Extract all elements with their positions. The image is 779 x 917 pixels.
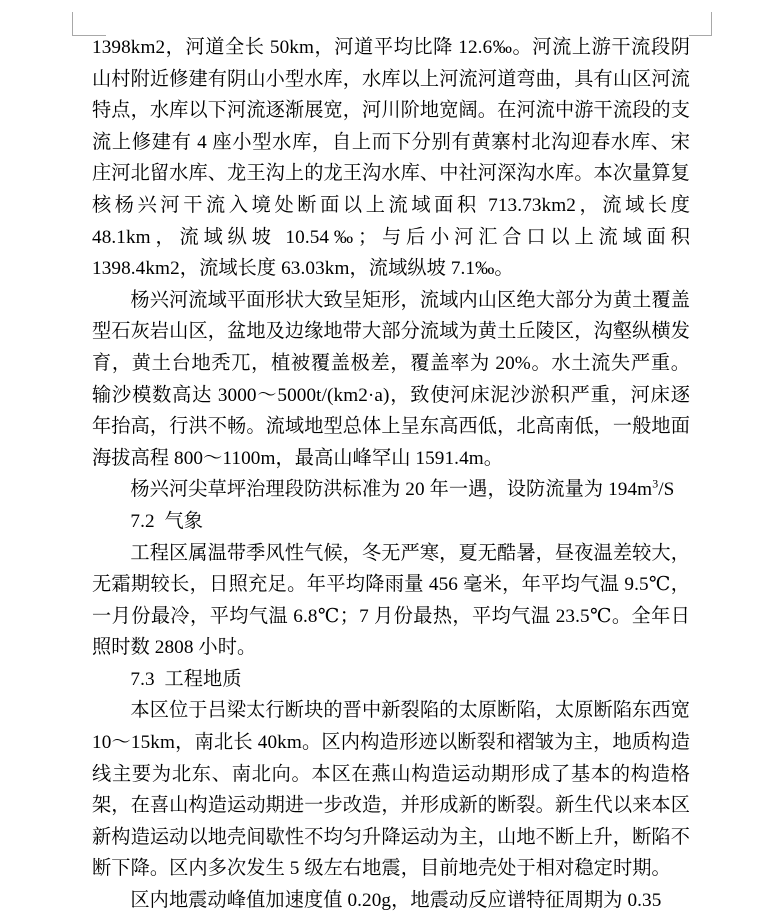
paragraph-climate: 工程区属温带季风性气候，冬无严寒，夏无酷暑，昼夜温差较大，无霜期较长，日照充足。年平均降雨量 456 毫米，年平均气温 9.5℃，一月份最冷，平均气温 6.8℃；7 月份最热，平均气温 23.5℃。全年日照时数 2808 小时。 xyxy=(92,542,690,659)
paragraph-seismic-cutoff: 区内地震动峰值加速度值 0.20g，地震动反应谱特征周期为 0.35 xyxy=(130,890,662,912)
paragraph-geology: 本区位于吕梁太行断块的晋中新裂陷的太原断陷，太原断陷东西宽 10～15km，南北长 40km。区内构造形迹以断裂和褶皱为主，地质构造线主要为北东、南北向。本区在燕山构造运动期形成了基本的构造格架，在喜山构造运动期进一步改造，并形成新的断裂。新生代以来本区新构造运动以地壳间歇性不均匀升降运动为主，山地不断上升，断陷不断下降。区内多次发生 5 级左右地震，目前地壳处于相对稳定时期。 xyxy=(92,700,695,880)
paragraph-flood-standard xyxy=(92,474,690,506)
heading-7-2-meteorology: 7.2 气象 xyxy=(130,510,204,532)
flood-standard-unit-suffix: /S xyxy=(658,479,675,501)
paragraph-basin-landform: 杨兴河流域平面形状大致呈矩形，流域内山区绝大部分为黄土覆盖型石灰岩山区，盆地及边缘地带大部分流域为黄土丘陵区，沟壑纵横发育，黄土台地秃兀，植被覆盖极差，覆盖率为 20%。水土流失严重。输沙模数高达 3000～5000t/(km2·a)，致使河床泥沙淤积严重，河床逐年抬高，行洪不畅。流域地型总体上呈东高西低，北高南低，一般地面海拔高程 800～1100m，最高山峰罕山 1591.4m。 xyxy=(92,289,690,469)
document-body xyxy=(92,32,695,917)
page-corner-mark-top-right xyxy=(689,12,712,36)
heading-7-3-engineering-geology: 7.3 工程地质 xyxy=(130,668,242,690)
cubic-meter-superscript: 3 xyxy=(652,476,659,491)
flood-standard-text: 杨兴河尖草坪治理段防洪标准为 20 年一遇，设防流量为 194m xyxy=(130,479,653,501)
paragraph-hydrology-continued: 1398km2，河道全长 50km，河道平均比降 12.6‰。河流上游干流段阴山村附近修建有阴山小型水库，水库以上河流河道弯曲，具有山区河流特点，水库以下河流逐渐展宽，河川阶地宽阔。在河流中游干流段的支流上修建有 4 座小型水库，自上而下分别有黄寨村北沟迎春水库、宋庄河北留水库、龙王沟上的龙王沟水库、中社河深沟水库。本次量算复核杨兴河干流入境处断面以上流域面积 713.73km2，流域长度 48.1km，流域纵坡 10.54‰；与后小河汇合口以上流域面积 1398.4km2，流域长度 63.03km，流域纵坡 7.1‰。 xyxy=(92,37,695,280)
